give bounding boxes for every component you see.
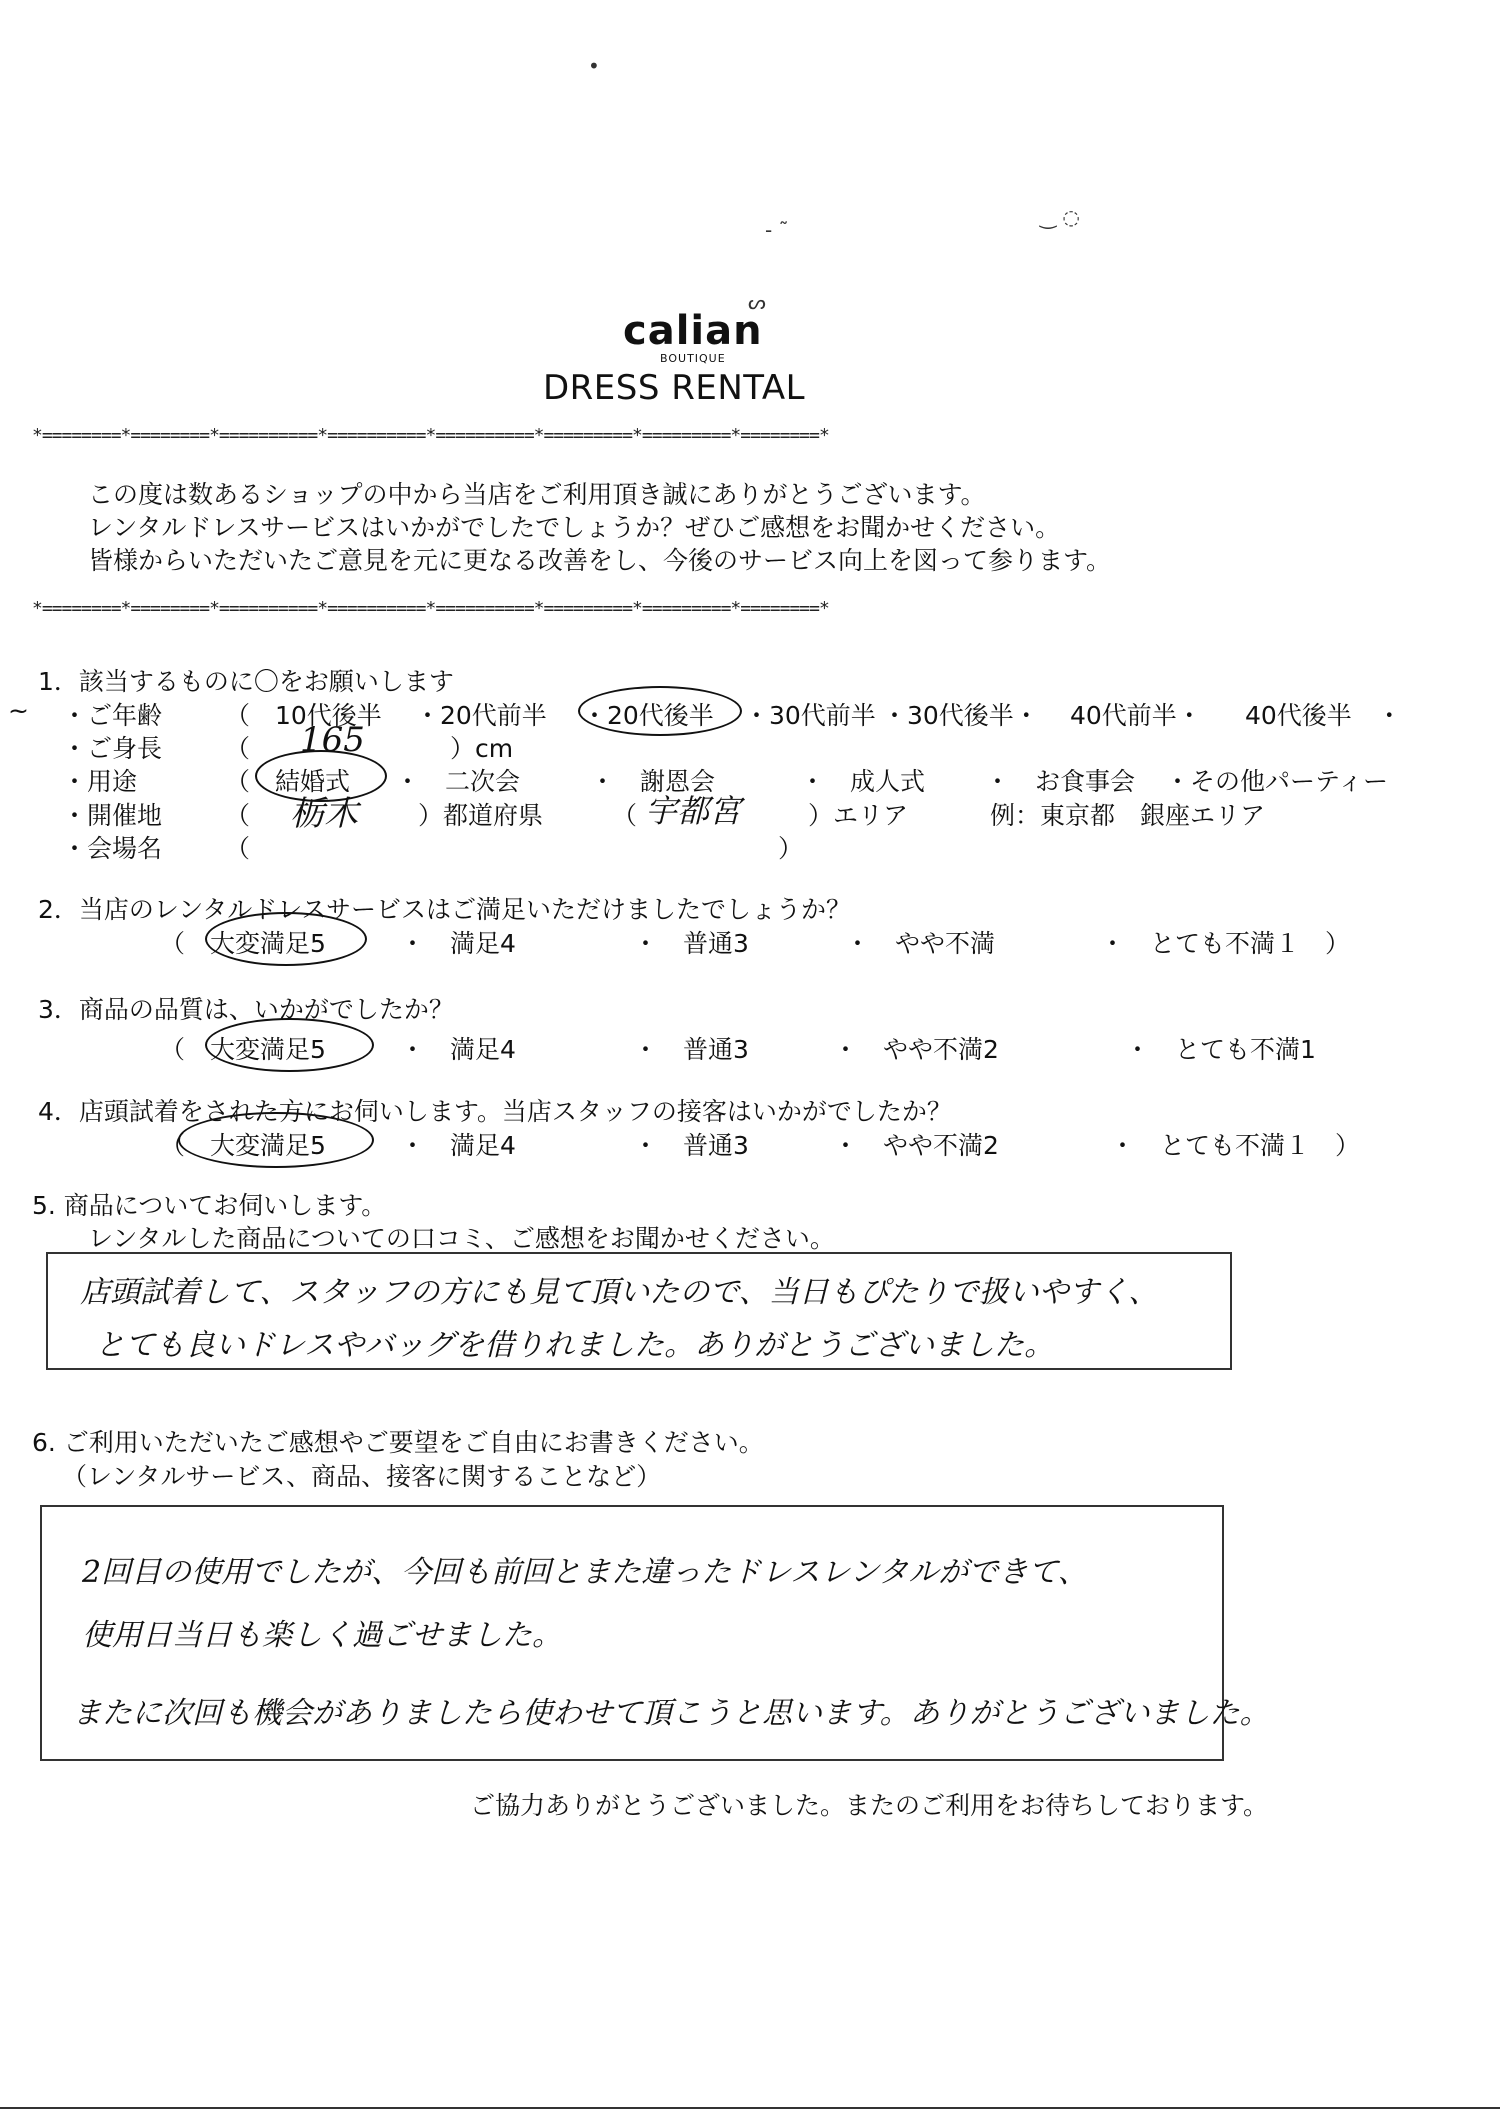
q1-area-unit: ）エリア	[808, 801, 909, 830]
q5-answer-line-2: とても良いドレスやバッグを借りれました。ありがとうございました。	[95, 1328, 1055, 1363]
q3-title: 3．商品の品質は、いかがでしたか？	[38, 995, 454, 1024]
q1-height-value[interactable]: 165	[300, 720, 365, 760]
selection-circle	[578, 686, 742, 736]
selection-circle	[178, 1112, 374, 1168]
q4-option-selected[interactable]: （ 大変満足5	[160, 1131, 326, 1160]
q1-usage-option: ・ 謝恩会	[590, 767, 716, 796]
q2-option: ・ やや不満	[845, 929, 996, 958]
q1-prefecture-unit: ）都道府県	[418, 801, 544, 830]
q1-height-unit: ）cm	[450, 734, 514, 763]
q3-option: ・ 満足4	[400, 1035, 516, 1064]
q2-option: ・ 満足4	[400, 929, 516, 958]
intro-line-2: レンタルドレスサービスはいかがでしたでしょうか？ぜひご感想をお聞かせください。	[88, 513, 1061, 542]
q3-option: ・ とても不満1	[1125, 1035, 1316, 1064]
q1-venue-open: （	[225, 801, 251, 830]
q6-answer-line-1: 2回目の使用でしたが、今回も前回とまた違ったドレスレンタルができて、	[82, 1555, 1088, 1590]
bottom-rule	[0, 2107, 1500, 2109]
q2-option-selected[interactable]: （ 大変満足5	[160, 929, 326, 958]
q1-age-option: ・30代後半・	[882, 701, 1039, 730]
q4-title: 4．店頭試着をされた方にお伺いします。当店スタッフの接客はいかがでしたか？	[38, 1097, 952, 1126]
q1-age-option: ・20代前半	[415, 701, 547, 730]
q5-title: 5. 商品についてお伺いします。	[32, 1191, 387, 1220]
q1-usage-option: ・ お食事会	[985, 767, 1136, 796]
scan-speck: - ˜	[765, 218, 789, 242]
q1-age-option: 40代後半 ・	[1245, 701, 1402, 730]
q4-option: ・ 満足4	[400, 1131, 516, 1160]
separator-rule: *========*========*==========*==========*==========*=========*=========*========*	[32, 425, 829, 446]
q1-age-option: 40代前半・	[1070, 701, 1202, 730]
q1-height-label: ・ご身長	[62, 734, 163, 763]
q1-usage-option-selected[interactable]: （ 結婚式	[225, 767, 351, 796]
selection-circle	[205, 1018, 374, 1072]
q3-option-selected[interactable]: （ 大変満足5	[160, 1035, 326, 1064]
q1-age-option-selected[interactable]: ・20代後半	[582, 701, 714, 730]
q5-subtitle: レンタルした商品についての口コミ、ご感想をお聞かせください。	[88, 1224, 835, 1253]
q1-title: 1．該当するものに〇をお願いします	[38, 667, 454, 696]
q1-usage-option: ・その他パーティー	[1165, 767, 1389, 796]
intro-line-3: 皆様からいただいたご意見を元に更なる改善をし、今後のサービス向上を図って参ります。	[88, 546, 1112, 575]
q6-answer-line-3: またに次回も機会がありましたら使わせて頂こうと思います。ありがとうございました。	[72, 1696, 1270, 1731]
q1-area-open: （	[612, 801, 638, 830]
q1-usage-option: ・ 成人式	[800, 767, 926, 796]
q1-age-label: ・ご年齢	[62, 701, 163, 730]
q6-subtitle: （レンタルサービス、商品、接客に関することなど）	[62, 1462, 662, 1491]
q6-answer-line-2: 使用日当日も楽しく過ごせました。	[82, 1618, 562, 1653]
q2-option: ・ とても不満１ ）	[1100, 929, 1351, 958]
q1-hall-open: （	[225, 834, 251, 863]
separator-rule: *========*========*==========*==========*==========*=========*=========*========*	[32, 598, 829, 619]
q1-area-value[interactable]: 宇都宮	[645, 792, 742, 830]
closing-message: ご協力ありがとうございました。またのご利用をお待ちしております。	[470, 1791, 1269, 1820]
q2-option: ・ 普通3	[633, 929, 749, 958]
q3-option: ・ 普通3	[633, 1035, 749, 1064]
q5-answer-line-1: 店頭試着して、スタッフの方にも見て頂いたので、当日もぴたりで扱いやすく、	[80, 1275, 1159, 1310]
q6-title: 6. ご利用いただいたご感想やご要望をご自由にお書きください。	[32, 1428, 764, 1457]
q2-title: 2．当店のレンタルドレスサービスはご満足いただけましたでしょうか？	[38, 895, 852, 924]
q1-age-option: （ 10代後半	[225, 701, 382, 730]
scan-speck: ᔕ	[748, 290, 766, 314]
q3-option: ・ やや不満2	[833, 1035, 999, 1064]
scan-speck: ‿ ◌	[1040, 205, 1080, 229]
q1-height-open: （	[225, 734, 251, 763]
brand-logo-title: DRESS RENTAL	[543, 368, 806, 408]
margin-tick: ~	[8, 696, 29, 725]
q4-option: ・ やや不満2	[833, 1131, 999, 1160]
brand-logo-subtitle: BOUTIQUE	[660, 352, 726, 365]
q1-usage-label: ・用途	[62, 767, 138, 796]
q1-venue-example: 例：東京都 銀座エリア	[990, 801, 1266, 830]
q4-option: ・ とても不満１ ）	[1110, 1131, 1361, 1160]
intro-line-1: この度は数あるショップの中から当店をご利用頂き誠にありがとうございます。	[88, 480, 986, 509]
q1-hall-label: ・会場名	[62, 834, 163, 863]
q1-hall-close: ）	[778, 834, 804, 863]
q1-prefecture-value[interactable]: 栃木	[290, 794, 358, 834]
q1-venue-label: ・開催地	[62, 801, 163, 830]
scan-speck: •	[588, 54, 600, 78]
q4-option: ・ 普通3	[633, 1131, 749, 1160]
brand-logo-word: calian	[623, 308, 763, 354]
q1-usage-option: ・ 二次会	[395, 767, 521, 796]
selection-circle	[205, 912, 367, 966]
q1-age-option: ・30代前半	[744, 701, 876, 730]
